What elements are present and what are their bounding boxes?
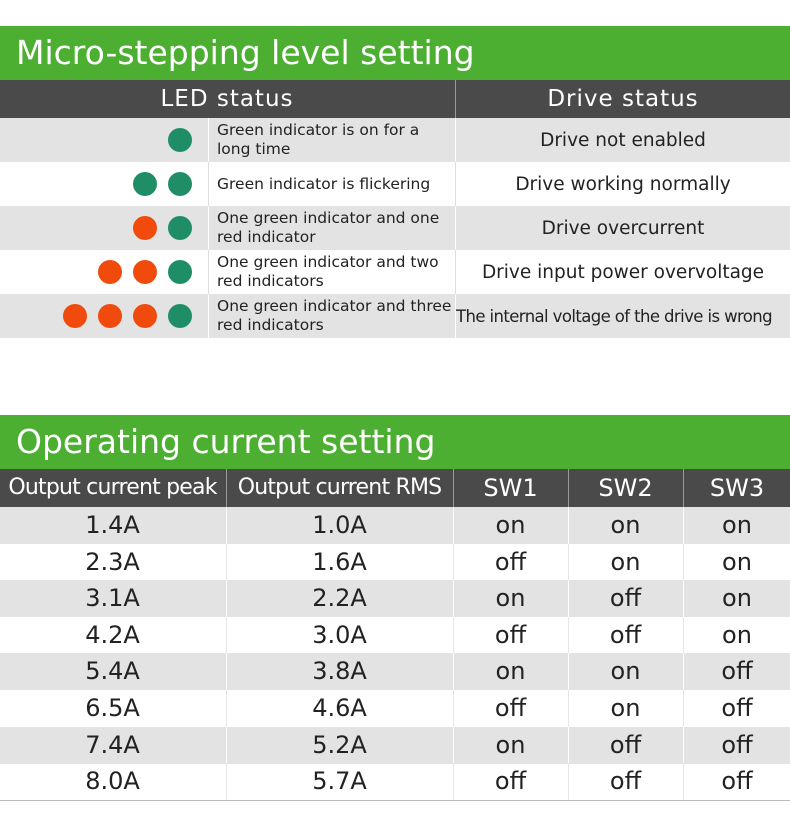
sw1-value: off <box>453 690 567 727</box>
led-row <box>0 250 790 294</box>
peak-current: 5.4A <box>85 657 140 686</box>
microstep-title: Micro-stepping level setting <box>0 26 790 80</box>
current-table-row <box>0 690 790 727</box>
red-led-icon <box>133 304 157 328</box>
current-table-row <box>0 617 790 654</box>
sw1-value: off <box>453 544 567 581</box>
led-indicators <box>0 250 206 294</box>
sw3-value: off <box>683 727 790 764</box>
green-led-icon <box>133 172 157 196</box>
sw1-value: off <box>453 763 567 800</box>
led-indicators <box>0 118 206 162</box>
led-description: Green indicator is on for a long time <box>208 118 454 162</box>
drive-status: Drive working normally <box>455 162 790 206</box>
led-indicators <box>0 294 206 338</box>
led-status-header: LED status <box>160 86 294 112</box>
table-bottom-rule <box>0 800 790 801</box>
sw2-value: on <box>568 507 682 544</box>
led-description: One green indicator and two red indicators <box>208 250 454 294</box>
current-title: Operating current setting <box>0 415 790 469</box>
peak-current: 4.2A <box>85 620 140 649</box>
rms-current: 1.0A <box>226 507 452 544</box>
rms-current: 3.0A <box>226 617 452 654</box>
sw3-value: on <box>683 507 790 544</box>
peak-current: 3.1A <box>85 584 140 613</box>
col-header-sw3: SW3 <box>683 469 790 507</box>
peak-current: 2.3A <box>85 547 140 576</box>
drive-status-header: Drive status <box>455 80 790 118</box>
led-description: One green indicator and three red indicators <box>208 294 454 338</box>
sw1-value: on <box>453 580 567 617</box>
led-row <box>0 162 790 206</box>
sw2-value: off <box>568 727 682 764</box>
col-header-sw1: SW1 <box>453 469 567 507</box>
red-led-icon <box>98 260 122 284</box>
led-indicators <box>0 162 206 206</box>
sw3-value: off <box>683 763 790 800</box>
led-indicators <box>0 206 206 250</box>
sw1-value: on <box>453 653 567 690</box>
green-led-icon <box>168 216 192 240</box>
sw3-value: on <box>683 580 790 617</box>
red-led-icon <box>63 304 87 328</box>
green-led-icon <box>168 128 192 152</box>
peak-current: 6.5A <box>85 694 140 722</box>
col-header-sw2: SW2 <box>568 469 682 507</box>
drive-status: Drive input power overvoltage <box>455 250 790 294</box>
led-description: Green indicator is flickering <box>208 162 454 206</box>
led-row <box>0 118 790 162</box>
sw3-value: on <box>683 617 790 654</box>
sw1-value: on <box>453 727 567 764</box>
sw1-value: on <box>453 507 567 544</box>
sw2-value: on <box>568 690 682 727</box>
rms-current: 5.7A <box>226 763 452 800</box>
green-led-icon <box>168 260 192 284</box>
sw1-value: off <box>453 617 567 654</box>
rms-current: 2.2A <box>226 580 452 617</box>
red-led-icon <box>133 260 157 284</box>
led-row <box>0 206 790 250</box>
current-table-row <box>0 763 790 800</box>
peak-current: 8.0A <box>85 767 140 796</box>
sw3-value: off <box>683 653 790 690</box>
led-row <box>0 294 790 338</box>
red-led-icon <box>133 216 157 240</box>
sw2-value: on <box>568 544 682 581</box>
col-header-rms: Output current RMS <box>226 469 452 507</box>
sw2-value: off <box>568 617 682 654</box>
current-table-row <box>0 653 790 690</box>
drive-status: Drive overcurrent <box>455 206 790 250</box>
current-table-row <box>0 727 790 764</box>
sw2-value: on <box>568 653 682 690</box>
peak-current: 7.4A <box>85 730 140 759</box>
green-led-icon <box>168 172 192 196</box>
green-led-icon <box>168 304 192 328</box>
rms-current: 5.2A <box>226 727 452 764</box>
led-table-header <box>0 80 790 118</box>
current-table-row <box>0 544 790 581</box>
red-led-icon <box>98 304 122 328</box>
drive-status: The internal voltage of the drive is wrong <box>455 294 790 338</box>
sw3-value: off <box>683 690 790 727</box>
current-table-row <box>0 507 790 544</box>
sw3-value: on <box>683 544 790 581</box>
drive-status: Drive not enabled <box>455 118 790 162</box>
col-header-peak: Output current peak <box>8 475 217 500</box>
peak-current: 1.4A <box>85 511 140 539</box>
current-table-header <box>0 469 790 507</box>
rms-current: 3.8A <box>226 653 452 690</box>
rms-current: 1.6A <box>226 544 452 581</box>
current-table-row <box>0 580 790 617</box>
rms-current: 4.6A <box>226 690 452 727</box>
sw2-value: off <box>568 580 682 617</box>
sw2-value: off <box>568 763 682 800</box>
led-description: One green indicator and one red indicator <box>208 206 454 250</box>
